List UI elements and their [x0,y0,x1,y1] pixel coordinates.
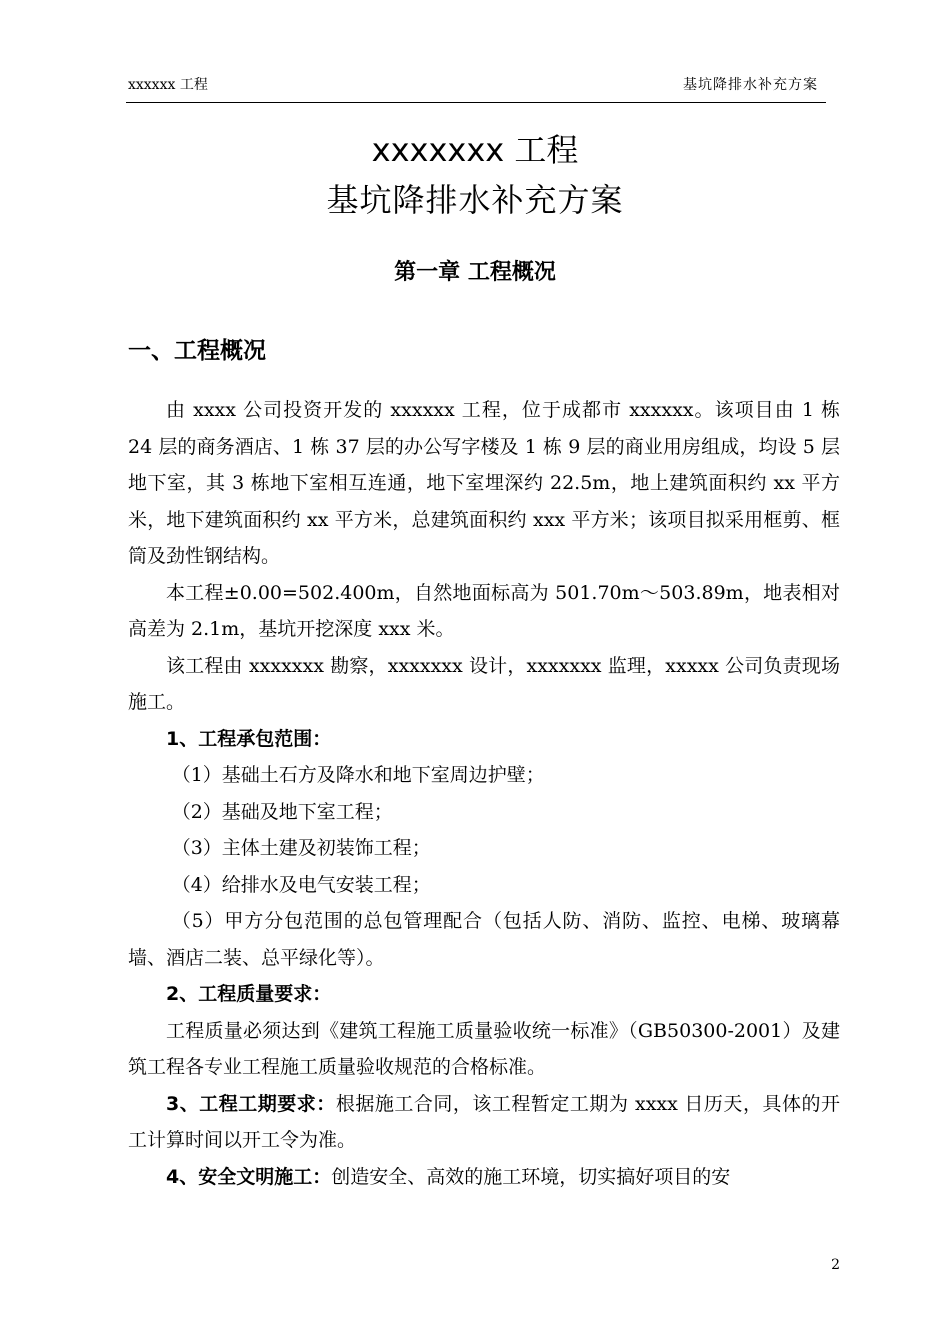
page-number: 2 [831,1257,840,1273]
schedule-text: 根据施工合同，该工程暂定工期为 xxxx 日历天，具体的开工计算时间以开工令为准。 [128,1092,840,1151]
paragraph-safety [128,1159,840,1196]
list-item-scope-1: （1）基础土石方及降水和地下室周边护壁； [171,764,545,786]
subheading-schedule: 3、工程工期要求： [166,1092,336,1115]
paragraph-elevation: 本工程±0.00=502.400m，自然地面标高为 501.70m～503.89m，地表相对高差为 2.1m，基坑开挖深度 xxx 米。 [128,581,840,640]
paragraph-overview: 由 xxxx 公司投资开发的 xxxxxx 工程，位于成都市 xxxxxx。该项目由 1 栋 24 层的商务酒店、1 栋 37 层的办公写字楼及 1 栋 9 层的商业用房组成，均设 5 层地下室，其 3 栋地下室相互连通，地下室埋深约 22.5m，地上建筑面积约 xx 平方米，地下建筑面积约 xx 平方米，总建筑面积约 xxx 平方米；该项目拟采用框剪、框筒及劲性钢结构。 [128,399,840,567]
header-document-title: 基坑降排水补充方案 [683,77,818,93]
paragraph-parties: 该工程由 xxxxxxx 勘察，xxxxxxx 设计，xxxxxxx 监理，xxxxx 公司负责现场施工。 [128,654,840,713]
safety-text: 创造安全、高效的施工环境，切实搞好项目的安 [331,1165,731,1188]
paragraph-schedule [128,1086,840,1159]
body-text [128,392,840,1195]
subheading-contract-scope: 1、工程承包范围： [166,727,332,750]
list-item-scope-3: （3）主体土建及初装饰工程； [171,837,431,859]
document-title-line2: 基坑降排水补充方案 [326,181,624,219]
header-project-name: xxxxxx 工程 [128,77,208,93]
header-divider [126,102,826,103]
section-heading: 一、工程概况 [128,338,266,364]
list-item-scope-5: （5）甲方分包范围的总包管理配合（包括人防、消防、监控、电梯、玻璃幕墙、酒店二装、总平绿化等）。 [128,910,840,969]
chapter-heading: 第一章 工程概况 [394,260,556,285]
list-item-scope-2: （2）基础及地下室工程； [171,800,393,823]
list-item-scope-4: （4）给排水及电气安装工程； [171,873,431,896]
document-title-line1: xxxxxxx 工程 [371,131,579,169]
subheading-quality: 2、工程质量要求： [166,983,332,1005]
subheading-safety: 4、安全文明施工： [166,1165,332,1188]
paragraph-quality: 工程质量必须达到《建筑工程施工质量验收统一标准》（GB50300-2001）及建筑工程各专业工程施工质量验收规范的合格标准。 [128,1019,840,1078]
